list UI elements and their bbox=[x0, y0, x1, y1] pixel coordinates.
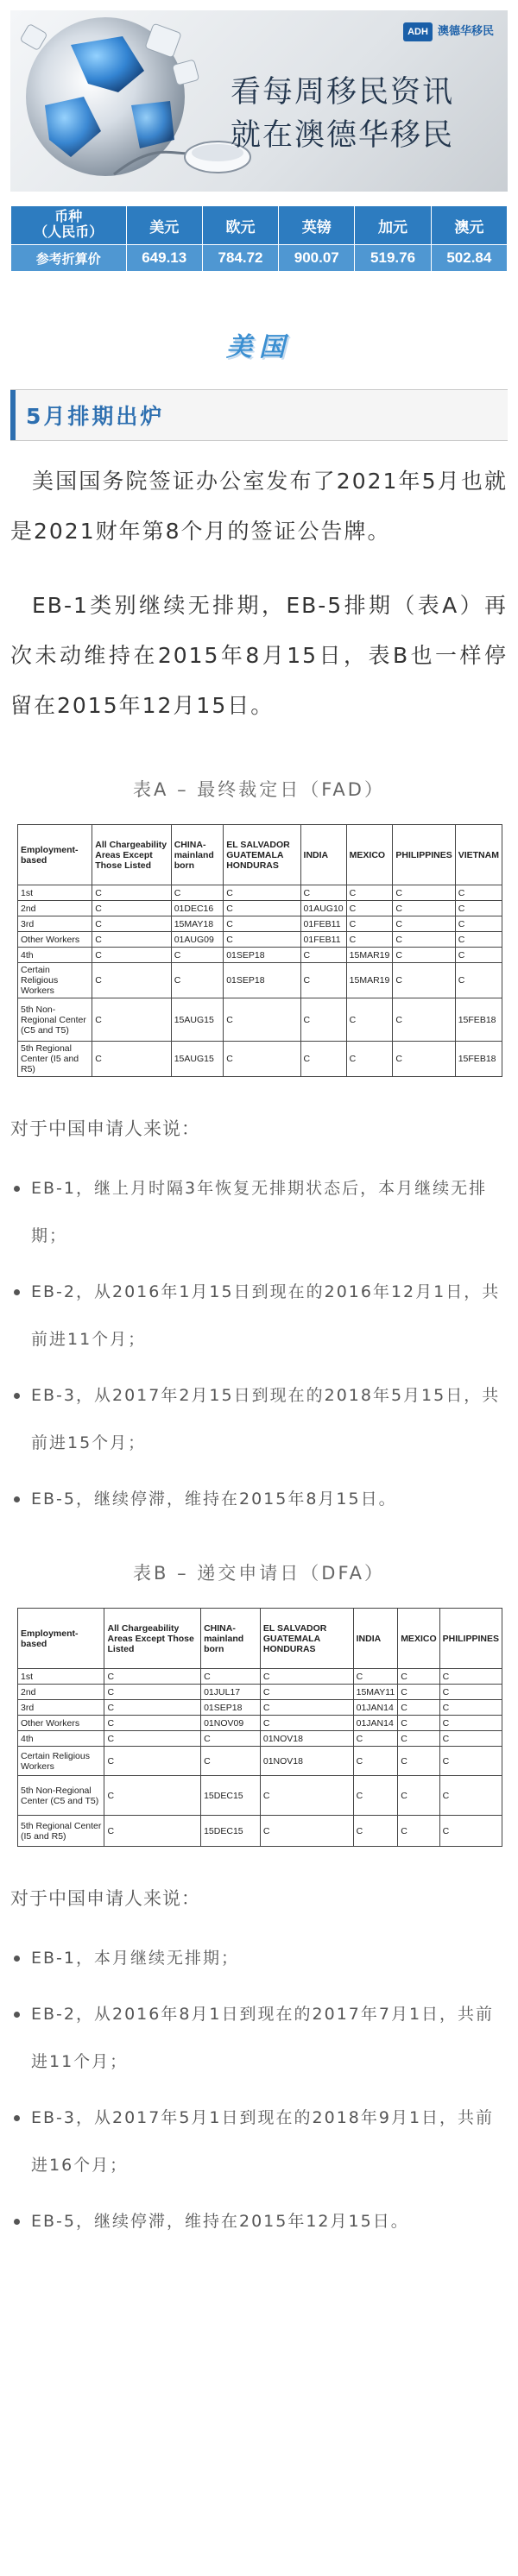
table-cell: C bbox=[398, 1776, 439, 1816]
table-cell: C bbox=[353, 1816, 398, 1847]
table-cell: C bbox=[92, 901, 171, 916]
list-item: EB-5，继续停滞，维持在2015年8月15日。 bbox=[10, 1476, 508, 1523]
table-row bbox=[18, 1747, 502, 1776]
table-cell: 01NOV18 bbox=[260, 1747, 353, 1776]
paragraph: EB-1类别继续无排期，EB-5排期（表A）再次未动维持在2015年8月15日，表B也一样停留在2015年12月15日。 bbox=[10, 593, 508, 718]
slogan-line-1: 看每周移民资讯 bbox=[231, 75, 455, 110]
table-header-cell: MEXICO bbox=[398, 1609, 439, 1669]
table-cell: 5th Regional Center (I5 and R5) bbox=[18, 1042, 92, 1077]
table-cell: C bbox=[92, 916, 171, 932]
table-cell: C bbox=[300, 885, 346, 901]
table-b-caption: 表B – 递交申请日（DFA） bbox=[133, 1563, 385, 1584]
table-cell: C bbox=[346, 1042, 393, 1077]
table-cell: 4th bbox=[18, 948, 92, 963]
table-cell: C bbox=[224, 885, 300, 901]
table-cell: C bbox=[398, 1716, 439, 1731]
table-header-cell: All Chargeability Areas Except Those Listed bbox=[92, 825, 171, 885]
table-cell: C bbox=[455, 901, 502, 916]
table-cell: C bbox=[260, 1716, 353, 1731]
table-cell: 1st bbox=[18, 1669, 104, 1685]
table-cell: 01JAN14 bbox=[353, 1716, 398, 1731]
table-cell: C bbox=[92, 932, 171, 948]
table-cell: C bbox=[393, 963, 455, 998]
table-cell: C bbox=[439, 1685, 502, 1700]
table-cell: C bbox=[104, 1669, 201, 1685]
table-cell: C bbox=[393, 948, 455, 963]
table-cell: C bbox=[398, 1747, 439, 1776]
table-cell: C bbox=[201, 1731, 261, 1747]
table-cell: C bbox=[224, 932, 300, 948]
table-cell: C bbox=[353, 1669, 398, 1685]
bullet-list-b bbox=[10, 1935, 508, 2245]
table-header-cell: All Chargeability Areas Except Those Listed bbox=[104, 1609, 201, 1669]
table-header-cell: CHINA-mainland born bbox=[201, 1609, 261, 1669]
table-cell: 15MAR19 bbox=[346, 963, 393, 998]
table-cell: Other Workers bbox=[18, 1716, 104, 1731]
table-cell: C bbox=[346, 901, 393, 916]
table-cell: C bbox=[439, 1731, 502, 1747]
table-cell: 2nd bbox=[18, 1685, 104, 1700]
table-cell: 2nd bbox=[18, 901, 92, 916]
table-cell: C bbox=[104, 1685, 201, 1700]
country-heading: 美国 bbox=[226, 332, 292, 362]
table-cell: C bbox=[439, 1816, 502, 1847]
logo-name: 澳德华移民 bbox=[437, 24, 494, 38]
list-item: EB-3，从2017年5月1日到现在的2018年9月1日，共前进16个月； bbox=[10, 2094, 508, 2189]
table-cell: C bbox=[346, 932, 393, 948]
table-cell: 15FEB18 bbox=[455, 998, 502, 1042]
table-cell: C bbox=[393, 998, 455, 1042]
table-cell: 01JUL17 bbox=[201, 1685, 261, 1700]
bullet-list-a bbox=[10, 1165, 508, 1523]
table-cell: C bbox=[224, 901, 300, 916]
table-a-final-action-dates bbox=[17, 824, 502, 1077]
table-row bbox=[18, 1685, 502, 1700]
table-row bbox=[18, 901, 502, 916]
table-cell: 01NOV09 bbox=[201, 1716, 261, 1731]
table-cell: C bbox=[439, 1716, 502, 1731]
table-cell: 01AUG10 bbox=[300, 901, 346, 916]
section-title-box bbox=[10, 389, 508, 441]
table-cell: 01FEB11 bbox=[300, 932, 346, 948]
table-cell: C bbox=[92, 1042, 171, 1077]
list-item: EB-5，继续停滞，维持在2015年12月15日。 bbox=[10, 2198, 508, 2245]
table-header-cell: EL SALVADOR GUATEMALA HONDURAS bbox=[260, 1609, 353, 1669]
table-header-cell: Employment-based bbox=[18, 825, 92, 885]
table-cell: 01NOV18 bbox=[260, 1731, 353, 1747]
table-cell: 15MAY11 bbox=[353, 1685, 398, 1700]
currency-value-cell: 784.72 bbox=[203, 245, 278, 271]
table-cell: 3rd bbox=[18, 1700, 104, 1716]
table-header-row bbox=[18, 1609, 502, 1669]
table-cell: 15DEC15 bbox=[201, 1816, 261, 1847]
table-cell: C bbox=[260, 1816, 353, 1847]
currency-header-cell: 英镑 bbox=[279, 206, 354, 244]
table-cell: 01SEP18 bbox=[224, 963, 300, 998]
table-cell: C bbox=[171, 963, 224, 998]
table-cell: C bbox=[104, 1716, 201, 1731]
table-cell: 01JAN14 bbox=[353, 1700, 398, 1716]
table-cell: C bbox=[398, 1731, 439, 1747]
table-cell: C bbox=[104, 1776, 201, 1816]
currency-header-cell: 美元 bbox=[127, 206, 202, 244]
table-cell: 15FEB18 bbox=[455, 1042, 502, 1077]
brand-logo bbox=[403, 22, 494, 41]
table-row bbox=[18, 998, 502, 1042]
table-cell: C bbox=[455, 932, 502, 948]
table-cell: C bbox=[393, 885, 455, 901]
table-header-cell: Employment-based bbox=[18, 1609, 104, 1669]
table-cell: C bbox=[201, 1669, 261, 1685]
table-cell: 5th Non-Regional Center (C5 and T5) bbox=[18, 1776, 104, 1816]
table-cell: C bbox=[346, 998, 393, 1042]
currency-rate-table bbox=[10, 205, 508, 272]
table-cell: C bbox=[224, 1042, 300, 1077]
list-item: EB-1，本月继续无排期； bbox=[10, 1935, 508, 1982]
section-title: 5月排期出炉 bbox=[26, 404, 165, 429]
table-cell: C bbox=[439, 1776, 502, 1816]
table-row bbox=[18, 1816, 502, 1847]
table-cell: C bbox=[260, 1685, 353, 1700]
table-cell: C bbox=[171, 885, 224, 901]
table-header-cell: INDIA bbox=[300, 825, 346, 885]
table-cell: C bbox=[455, 885, 502, 901]
table-cell: C bbox=[92, 963, 171, 998]
table-cell: 01SEP18 bbox=[224, 948, 300, 963]
table-cell: 5th Regional Center (I5 and R5) bbox=[18, 1816, 104, 1847]
table-row bbox=[18, 916, 502, 932]
table-cell: C bbox=[260, 1776, 353, 1816]
table-cell: C bbox=[439, 1669, 502, 1685]
list-item: EB-3，从2017年2月15日到现在的2018年5月15日，共前进15个月； bbox=[10, 1372, 508, 1467]
currency-value-cell: 900.07 bbox=[279, 245, 354, 271]
table-cell: 15MAY18 bbox=[171, 916, 224, 932]
table-row bbox=[18, 948, 502, 963]
list-item: EB-1，继上月时隔3年恢复无排期状态后，本月继续无排期； bbox=[10, 1165, 508, 1260]
currency-value-cell: 519.76 bbox=[355, 245, 430, 271]
table-header-cell: MEXICO bbox=[346, 825, 393, 885]
table-cell: C bbox=[171, 948, 224, 963]
currency-header-cell: 澳元 bbox=[432, 206, 507, 244]
table-cell: C bbox=[346, 885, 393, 901]
table-cell: C bbox=[260, 1669, 353, 1685]
table-cell: C bbox=[353, 1731, 398, 1747]
table-cell: 4th bbox=[18, 1731, 104, 1747]
note-b: 对于中国申请人来说： bbox=[10, 1888, 200, 1909]
table-cell: 1st bbox=[18, 885, 92, 901]
currency-value-cell: 502.84 bbox=[432, 245, 507, 271]
table-row bbox=[18, 1731, 502, 1747]
currency-value-cell: 649.13 bbox=[127, 245, 202, 271]
table-a-caption: 表A – 最终裁定日（FAD） bbox=[133, 779, 385, 800]
table-cell: C bbox=[104, 1700, 201, 1716]
table-row bbox=[18, 932, 502, 948]
list-item: EB-2，从2016年8月1日到现在的2017年7月1日，共前进11个月； bbox=[10, 1991, 508, 2086]
table-cell: C bbox=[300, 948, 346, 963]
table-cell: C bbox=[398, 1685, 439, 1700]
article-page bbox=[0, 10, 518, 2245]
table-cell: C bbox=[224, 916, 300, 932]
table-cell: C bbox=[104, 1731, 201, 1747]
table-row bbox=[18, 1700, 502, 1716]
table-cell: C bbox=[455, 963, 502, 998]
table-header-cell: PHILIPPINES bbox=[393, 825, 455, 885]
table-cell: Certain Religious Workers bbox=[18, 963, 92, 998]
table-cell: Other Workers bbox=[18, 932, 92, 948]
table-cell: 01DEC16 bbox=[171, 901, 224, 916]
table-cell: C bbox=[353, 1776, 398, 1816]
table-cell: C bbox=[201, 1747, 261, 1776]
table-cell: C bbox=[455, 948, 502, 963]
paragraph: 美国国务院签证办公室发布了2021年5月也就是2021财年第8个月的签证公告牌。 bbox=[10, 469, 508, 544]
table-cell: C bbox=[92, 885, 171, 901]
table-cell: C bbox=[398, 1669, 439, 1685]
table-row bbox=[18, 1776, 502, 1816]
table-cell: C bbox=[393, 1042, 455, 1077]
table-cell: 15AUG15 bbox=[171, 998, 224, 1042]
table-header-cell: EL SALVADOR GUATEMALA HONDURAS bbox=[224, 825, 300, 885]
table-cell: C bbox=[300, 963, 346, 998]
table-cell: C bbox=[398, 1816, 439, 1847]
logo-mark-icon: ADH bbox=[403, 22, 433, 41]
table-cell: C bbox=[393, 916, 455, 932]
table-cell: C bbox=[393, 932, 455, 948]
table-cell: C bbox=[353, 1747, 398, 1776]
table-header-cell: PHILIPPINES bbox=[439, 1609, 502, 1669]
currency-value-row bbox=[11, 245, 507, 271]
header-banner bbox=[10, 10, 508, 192]
table-cell: C bbox=[260, 1700, 353, 1716]
table-row bbox=[18, 1669, 502, 1685]
currency-header-cell: 币种 （人民币） bbox=[11, 206, 126, 244]
table-cell: C bbox=[439, 1700, 502, 1716]
list-item: EB-2，从2016年1月15日到现在的2016年12月1日，共前进11个月； bbox=[10, 1269, 508, 1364]
table-cell: C bbox=[393, 901, 455, 916]
table-cell: C bbox=[439, 1747, 502, 1776]
table-cell: C bbox=[92, 998, 171, 1042]
table-cell: 5th Non-Regional Center (C5 and T5) bbox=[18, 998, 92, 1042]
currency-header-cell: 加元 bbox=[355, 206, 430, 244]
section-title-accent bbox=[10, 390, 16, 440]
table-row bbox=[18, 963, 502, 998]
table-cell: C bbox=[92, 948, 171, 963]
table-cell: 15AUG15 bbox=[171, 1042, 224, 1077]
table-row bbox=[18, 1042, 502, 1077]
table-row bbox=[18, 885, 502, 901]
table-cell: 15DEC15 bbox=[201, 1776, 261, 1816]
table-cell: 01FEB11 bbox=[300, 916, 346, 932]
note-a: 对于中国申请人来说： bbox=[10, 1118, 200, 1139]
table-cell: 01SEP18 bbox=[201, 1700, 261, 1716]
table-cell: C bbox=[104, 1747, 201, 1776]
table-header-cell: VIETNAM bbox=[455, 825, 502, 885]
table-header-cell: INDIA bbox=[353, 1609, 398, 1669]
slogan-line-2: 就在澳德华移民 bbox=[231, 118, 455, 153]
table-cell: C bbox=[455, 916, 502, 932]
table-cell: 01AUG09 bbox=[171, 932, 224, 948]
currency-header-cell: 欧元 bbox=[203, 206, 278, 244]
table-cell: 3rd bbox=[18, 916, 92, 932]
table-row bbox=[18, 1716, 502, 1731]
table-cell: C bbox=[224, 998, 300, 1042]
currency-header-row bbox=[11, 206, 507, 244]
table-header-cell: CHINA-mainland born bbox=[171, 825, 224, 885]
currency-row-label: 参考折算价 bbox=[11, 245, 126, 271]
table-cell: C bbox=[104, 1816, 201, 1847]
table-cell: 15MAR19 bbox=[346, 948, 393, 963]
table-cell: Certain Religious Workers bbox=[18, 1747, 104, 1776]
table-cell: C bbox=[398, 1700, 439, 1716]
table-cell: C bbox=[300, 1042, 346, 1077]
banner-slogan bbox=[231, 71, 454, 157]
table-cell: C bbox=[346, 916, 393, 932]
table-cell: C bbox=[300, 998, 346, 1042]
table-b-dates-for-filing bbox=[17, 1608, 502, 1847]
table-header-row bbox=[18, 825, 502, 885]
